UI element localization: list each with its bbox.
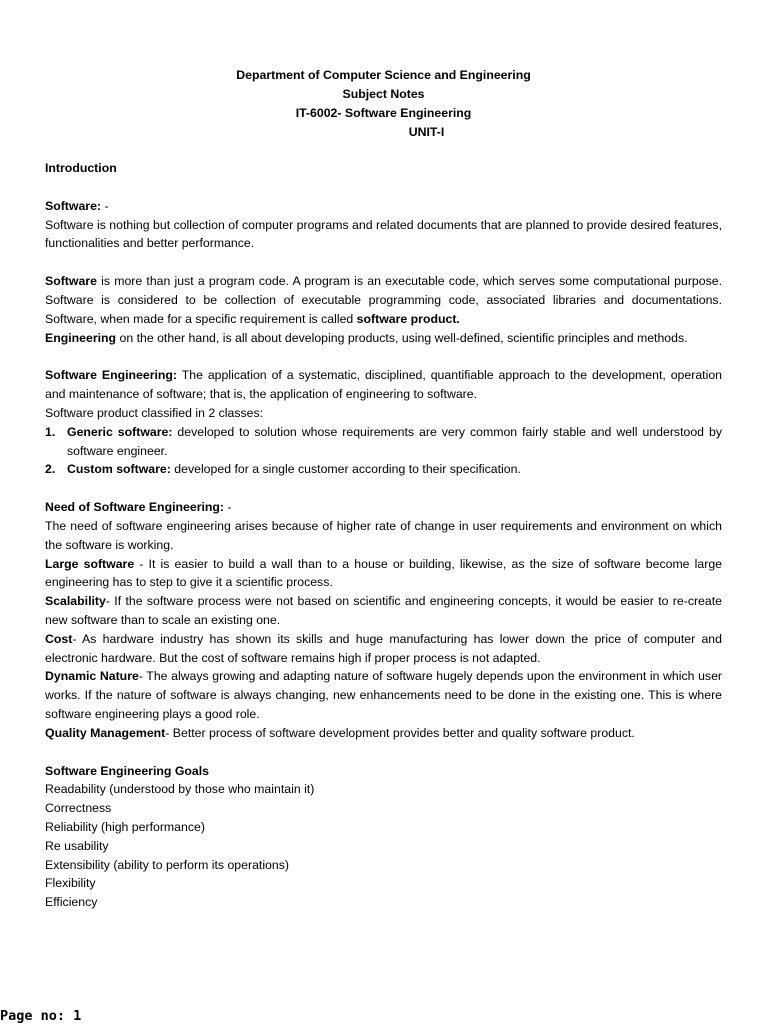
goal-item: Efficiency <box>45 895 98 910</box>
introduction-heading: Introduction <box>45 161 117 175</box>
list-item: 1. Generic software: developed to solution whose requirements are very common fairly stable and well understood by software engineer. <box>45 424 722 458</box>
subject-notes-title: Subject Notes <box>342 87 425 101</box>
page-number: Page no: 1 <box>0 1008 82 1024</box>
need-item-quality-management: Quality Management- Better process of software development provides better and quality software product. <box>45 725 635 740</box>
department-title: Department of Computer Science and Engineering <box>236 68 531 82</box>
course-title: IT-6002- Software Engineering <box>295 106 472 120</box>
software-heading: Software: - <box>45 198 109 213</box>
goal-item: Correctness <box>45 801 112 816</box>
goal-item: Re usability <box>45 838 109 853</box>
need-item-large-software: Large software - It is easier to build a wall than to a house or building, likewise, as the size of software become large engineering has to step to give it a scientific process. <box>45 556 722 590</box>
classification-intro: Software product classified in 2 classes: <box>45 405 264 420</box>
goals-heading: Software Engineering Goals <box>45 763 209 778</box>
goal-item: Extensibility (ability to perform its operations) <box>45 857 289 872</box>
need-item-scalability: Scalability- If the software process were not based on scientific and engineering concepts, it would be easier to re-create new software than to scale an existing one. <box>45 594 722 627</box>
document-header <box>45 66 722 142</box>
list-item: 2. Custom software: developed for a single customer according to their specification. <box>45 462 521 477</box>
software-engineering-definition: Software Engineering: The application of a systematic, disciplined, quantifiable approach to the development, operation and maintenance of software; that is, the application of engineering to software. <box>45 368 722 402</box>
software-paragraph: Software is more than just a program code. A program is an executable code, which serves some computational purpose. Software is considered to be collection of executable programming code, associated libraries and documentations. Software, when made for a specific requirement is called software product. <box>45 274 722 326</box>
goal-item: Reliability (high performance) <box>45 819 205 834</box>
need-item-cost: Cost- As hardware industry has shown its skills and huge manufacturing has lower down the price of computer and electronic hardware. But the cost of software remains high if proper process is not adapted. <box>45 631 722 665</box>
need-item-dynamic-nature: Dynamic Nature- The always growing and adapting nature of software hugely depends upon the environment in which user works. If the nature of software is always changing, new enhancements need to be done in the existing one. This is where software engineering plays a good role. <box>45 669 722 721</box>
need-heading: Need of Software Engineering: - <box>45 500 232 515</box>
document-page <box>45 66 722 912</box>
goal-item: Flexibility <box>45 876 96 891</box>
goal-item: Readability (understood by those who maintain it) <box>45 782 315 797</box>
software-definition: Software is nothing but collection of computer programs and related documents that are planned to provide desired features, functionalities and better performance. <box>45 217 722 251</box>
engineering-paragraph: Engineering on the other hand, is all about developing products, using well-defined, scientific principles and methods. <box>45 330 688 345</box>
unit-title: UNIT-I <box>408 125 445 139</box>
need-intro: The need of software engineering arises because of higher rate of change in user requirements and environment on which the software is working. <box>45 518 722 552</box>
